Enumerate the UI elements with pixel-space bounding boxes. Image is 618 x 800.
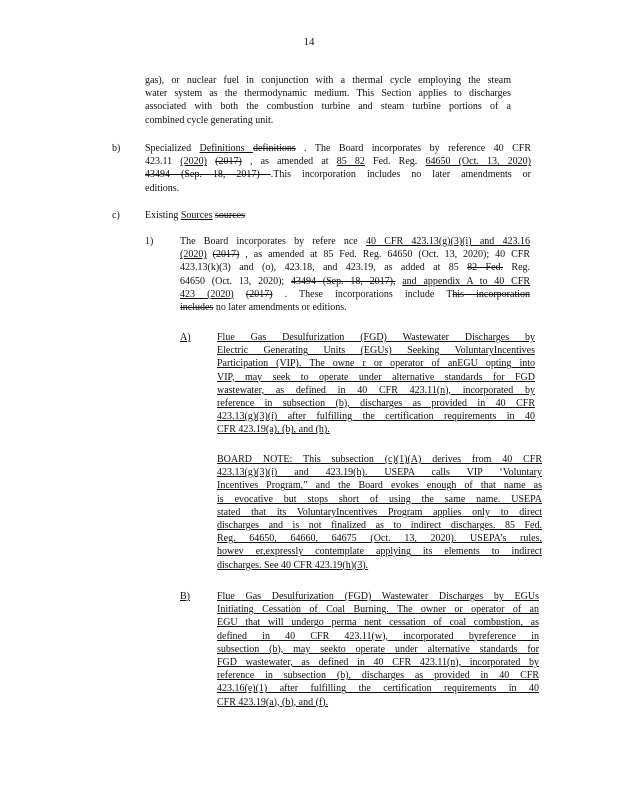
- text-line: [180, 261, 530, 274]
- text-line: [180, 288, 530, 301]
- inserted-text: 423.16(e)(1) after fulfilling the certification requirements in 40: [217, 683, 539, 695]
- text-line: [217, 493, 542, 506]
- text-line: [217, 616, 539, 629]
- inserted-text: (2020): [180, 156, 207, 168]
- text-line: VIP, may seek to operate under alternative standards for FGD: [217, 371, 535, 383]
- text-line: gas), or nuclear fuel in conjunction with a thermal cycle employing the steam: [145, 75, 511, 86]
- inserted-text: 85 82: [336, 156, 365, 168]
- struck-text: his incorporation: [452, 288, 530, 300]
- item-b-paragraph: [217, 590, 539, 709]
- text-run: , as amended at: [241, 156, 337, 168]
- section-c-heading: [145, 209, 345, 222]
- text-run: editions.: [145, 182, 180, 194]
- inserted-text: CFR 423.19(a), (b), and (f).: [217, 696, 329, 708]
- text-line: combined cycle generating unit.: [145, 114, 274, 126]
- text-line: [217, 506, 542, 519]
- struck-text: (2017): [212, 249, 240, 261]
- text-run: [234, 289, 246, 300]
- struck-text: (2017): [245, 288, 273, 300]
- text-run: . These incorporations include T: [272, 288, 453, 300]
- text-line: [145, 155, 531, 168]
- text-run: .This incorporation includes no later amendments or: [270, 169, 531, 181]
- text-line: Flue Gas Desulfurization (FGD) Wastewater Discharges by: [217, 332, 535, 343]
- inserted-text: and appendix A to 40 CFR: [402, 275, 530, 287]
- inserted-text: Flue Gas Desulfurization (FGD) Wastewater Discharges by EGUs: [217, 591, 539, 602]
- inserted-text: stated that its VoluntaryIncentives Program applies only to direct: [217, 506, 542, 518]
- struck-text: sources: [215, 210, 246, 221]
- text-line: [217, 603, 539, 616]
- text-run: Specialized: [145, 143, 200, 154]
- text-line: [217, 643, 539, 656]
- inserted-text: reference in subsection (b), discharges as provided in 40 CFR: [217, 670, 539, 682]
- inserted-text: 423 (2020): [180, 288, 234, 300]
- text-run: Reg.: [503, 262, 531, 274]
- text-line: [180, 301, 530, 314]
- text-line: [217, 532, 542, 545]
- item-1-label: 1): [145, 236, 154, 247]
- text-line: [145, 209, 345, 222]
- item-a-paragraph: [217, 331, 535, 437]
- text-line: [217, 466, 542, 479]
- item-a-label: A): [180, 332, 191, 343]
- text-run: 423.13(k)(3) and (o), 423.18, and 423.19, as added at 85: [180, 262, 468, 274]
- text-run: 64650 (Oct. 13, 2020);: [180, 275, 291, 287]
- inserted-text: 64650 (Oct. 13, 2020): [425, 156, 532, 168]
- struck-text: 43494 (Sep. 18, 2017),: [290, 275, 396, 287]
- text-run: no later amendments or editions.: [213, 301, 347, 313]
- inserted-text: discharges. See 40 CFR 423.19(h)(3).: [217, 559, 369, 571]
- text-line: wastewater, as defined in 40 CFR 423.11(n), incorporated by: [217, 384, 535, 396]
- text-line: [145, 142, 531, 155]
- text-run: Existing: [145, 210, 181, 221]
- text-line: [217, 545, 542, 558]
- text-line: [145, 168, 531, 181]
- text-line: [217, 453, 542, 466]
- text-line: associated with both the combustion turbine and steam turbine portions of a: [145, 101, 511, 113]
- text-run: , as amended at 85 Fed. Reg. 64650 (Oct. 13, 2020); 40 CFR: [239, 249, 531, 261]
- item-1-paragraph: [180, 235, 530, 314]
- text-line: [180, 275, 530, 288]
- struck-text: 43494 (Sep. 18, 2017): [145, 169, 271, 181]
- page-number: 14: [303, 36, 315, 48]
- text-line: [217, 559, 542, 572]
- section-c-label: c): [112, 210, 120, 221]
- inserted-text: Definitions: [199, 143, 253, 154]
- text-line: [217, 590, 539, 603]
- text-line: 423.13(g)(3)(i) after fulfilling the certification requirements in 40: [217, 411, 535, 423]
- text-run: . The Board incorporates by reference 40 CFR: [295, 143, 532, 154]
- text-line: water system as the thermodynamic medium. This Section applies to discharges: [145, 88, 511, 100]
- inserted-text: subsection (b), may seekto operate under alternative standards for: [217, 643, 539, 655]
- text-line: Electric Generating Units (EGUs) Seeking VoluntaryIncentives: [217, 345, 535, 357]
- text-run: 423.11: [145, 156, 181, 168]
- inserted-text: 40 CFR 423.13(g)(3)(i) and 423.16: [365, 236, 531, 247]
- text-line: Participation (VIP). The owne r or operator of anEGU opting into: [217, 358, 535, 370]
- text-line: [217, 669, 539, 682]
- text-line: [217, 519, 542, 532]
- inserted-text: Sources: [180, 210, 213, 221]
- inserted-text: BOARD NOTE: This subsection (c)(1)(A) derives from 40 CFR: [217, 454, 542, 465]
- text-line: [217, 656, 539, 669]
- text-line: [180, 248, 530, 261]
- text-line: [180, 235, 530, 248]
- inserted-text: Reg. 64650, 64660, 64675 (Oct. 13, 2020). USEPA’s rules,: [217, 533, 542, 545]
- inserted-text: is evocative but stops short of using the same name. USEPA: [217, 493, 542, 505]
- text-line: [217, 682, 539, 695]
- text-line: CFR 423.19(a), (b), and (h).: [217, 424, 330, 436]
- inserted-text: howev er,expressly contemplate applying its elements to indirect: [217, 546, 542, 558]
- inserted-text: defined in 40 CFR 423.11(w), incorporated byreference in: [217, 630, 539, 642]
- inserted-text: (2020): [180, 249, 207, 261]
- board-note: [217, 453, 542, 572]
- inserted-text: EGU that will undergo perma nent cessation of coal combustion, as: [217, 617, 539, 629]
- inserted-text: Initiating Cessation of Coal Burning. The owner or operator of an: [217, 604, 539, 616]
- text-run: [207, 156, 215, 167]
- text-line: [145, 182, 531, 195]
- inserted-text: 423.13(g)(3)(i) and 423.19(h). USEPA calls VIP ‘Voluntary: [217, 467, 542, 479]
- text-line: reference in subsection (b), discharges as provided in 40 CFR: [217, 397, 535, 409]
- section-b-paragraph: [145, 142, 531, 195]
- struck-text: definitions: [252, 143, 296, 154]
- item-b-label: B): [180, 591, 190, 602]
- struck-text: (2017): [215, 156, 242, 168]
- text-run: Fed. Reg.: [364, 156, 426, 168]
- text-line: [217, 696, 539, 709]
- text-run: The Board incorporates by refere nce: [180, 236, 366, 247]
- struck-text: includes: [180, 301, 214, 313]
- text-line: [217, 479, 542, 492]
- inserted-text: Incentives Program,” and the Board evokes enough of that name as: [217, 480, 542, 492]
- struck-text: 82 Fed.: [467, 262, 504, 274]
- intro-paragraph: [145, 74, 511, 127]
- section-b-label: b): [112, 143, 121, 154]
- text-line: [217, 630, 539, 643]
- inserted-text: FGD wastewater, as defined in 40 CFR 423.11(n), incorporated by: [217, 656, 539, 668]
- inserted-text: discharges and is not finalized as to indirect discharges. 85 Fed.: [217, 519, 542, 531]
